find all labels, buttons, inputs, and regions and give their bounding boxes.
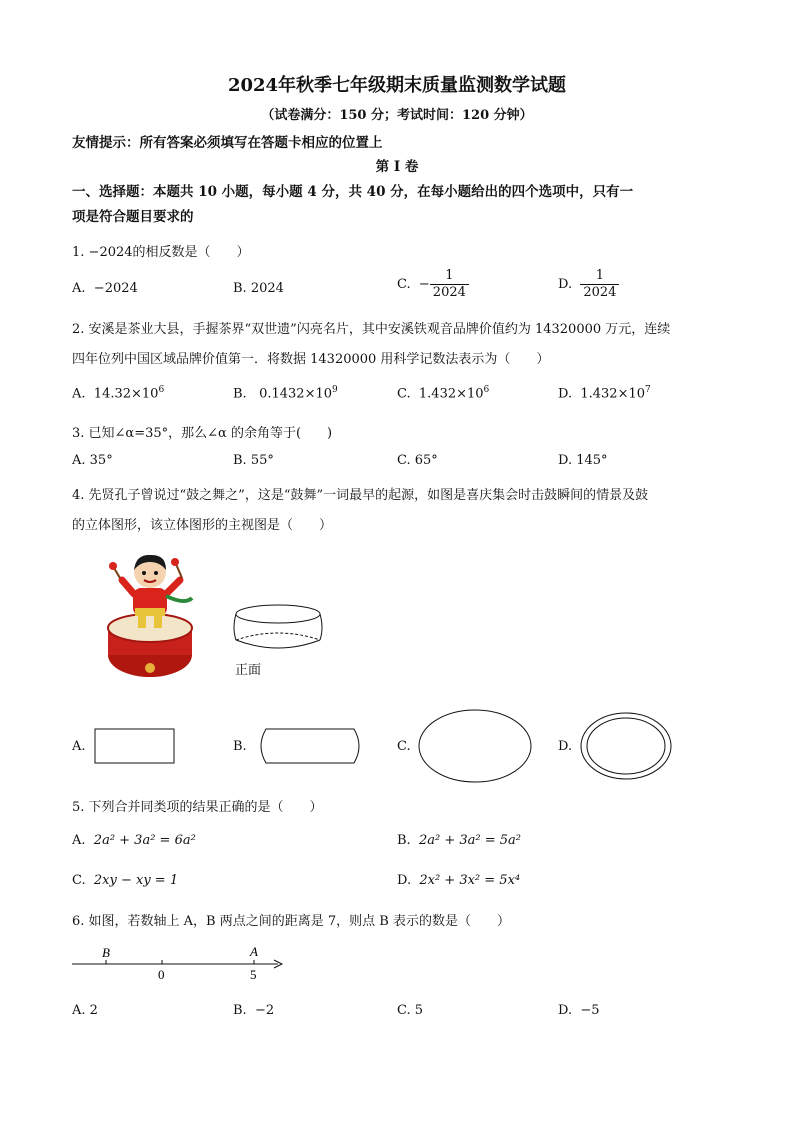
q1-a-label: A. xyxy=(72,281,86,296)
q4-option-b-barrel xyxy=(254,726,366,766)
q1-a-value: −2024 xyxy=(93,281,138,296)
q1-c-fraction xyxy=(430,268,469,301)
q2-option-b xyxy=(233,385,338,401)
question-1 xyxy=(72,241,250,260)
drum-player-illustration xyxy=(100,550,200,680)
q2-option-c xyxy=(397,385,489,401)
question-4-line2: 的立体图形，该立体图形的主视图是（ ） xyxy=(72,518,333,533)
number-line xyxy=(68,940,288,985)
q5-a-value: 2a² + 3a² = 6a² xyxy=(93,833,196,848)
q1-d-label: D. xyxy=(558,277,573,292)
front-label: 正面 xyxy=(235,662,262,677)
q6-d-label: D. xyxy=(558,1003,573,1018)
q1-option-b xyxy=(233,281,284,296)
q1-d-fraction xyxy=(580,268,619,301)
q4-option-b-label: B. xyxy=(233,739,247,754)
q2-c-label: C. xyxy=(397,386,411,402)
q2-option-d xyxy=(558,385,651,401)
q6-b-label: B. xyxy=(233,1003,247,1018)
question-4-line1: 4. 先贤孔子曾说过“鼓之舞之”，这是“鼓舞”一词最早的起源，如图是喜庆集会时击鼓瞬间的情景及鼓 xyxy=(72,488,649,503)
q2-a-base: 14.32×10 xyxy=(93,386,159,402)
q1-c-numerator: 1 xyxy=(430,268,469,285)
question-2-line1: 2. 安溪是茶业大县，手握茶界“双世遗”闪亮名片，其中安溪铁观音品牌价值约为 14320000 万元，连续 xyxy=(72,322,671,337)
q4-option-a-label: A. xyxy=(72,739,86,754)
q6-option-a: A. 2 xyxy=(72,1003,98,1018)
q2-d-label: D. xyxy=(558,386,573,402)
q1-d-numerator: 1 xyxy=(580,268,619,285)
q2-b-base: 0.1432×10 xyxy=(259,386,333,402)
q5-d-value: 2x² + 3x² = 5x⁴ xyxy=(419,873,521,888)
q3-option-d: D. 145° xyxy=(558,453,608,468)
q2-c-base: 1.432×10 xyxy=(418,386,484,402)
section-heading-line1: 一、选择题：本题共 10 小题，每小题 4 分，共 40 分，在每小题给出的四个选项中，只有一 xyxy=(72,184,634,200)
q2-d-base: 1.432×10 xyxy=(580,386,646,402)
q5-c-label: C. xyxy=(72,873,86,888)
q3-option-c: C. 65° xyxy=(397,453,438,468)
exam-subtitle: （试卷满分：150 分；考试时间：120 分钟） xyxy=(261,108,533,123)
q6-option-c: C. 5 xyxy=(397,1003,424,1018)
exam-title: 2024年秋季七年级期末质量监测数学试题 xyxy=(227,75,567,96)
q2-b-exponent: 9 xyxy=(332,385,338,395)
q2-b-label: B. xyxy=(233,386,247,402)
q1-c-label: C. xyxy=(397,277,411,292)
q5-d-label: D. xyxy=(397,873,412,888)
q1-c-sign: − xyxy=(418,277,430,292)
point-a-label: A xyxy=(250,944,258,959)
q1-number: 1. xyxy=(72,245,85,260)
q4-option-c-label: C. xyxy=(397,739,411,754)
question-2-line2: 四年位列中国区域品牌价值第一．将数据 14320000 用科学记数法表示为（ ） xyxy=(72,352,550,367)
q5-option-a xyxy=(72,833,196,848)
q5-option-d xyxy=(397,873,520,888)
q5-option-b xyxy=(397,833,521,848)
point-b-label: B xyxy=(102,945,110,960)
q6-d-value: −5 xyxy=(580,1003,600,1018)
q2-c-exponent: 6 xyxy=(483,385,490,395)
q4-option-c-ellipse xyxy=(414,706,536,786)
question-6: 6. 如图，若数轴上 A，B 两点之间的距离是 7，则点 B 表示的数是（ ） xyxy=(72,914,510,929)
q3-option-a: A. 35° xyxy=(72,453,113,468)
question-3: 3. 已知∠α=35°，那么∠α 的余角等于( ) xyxy=(72,426,333,441)
volume-label: 第 I 卷 xyxy=(375,159,419,175)
q4-option-a-rectangle xyxy=(92,726,178,766)
q1-c-denominator: 2024 xyxy=(432,285,466,300)
q5-a-label: A. xyxy=(72,833,86,848)
q5-c-value: 2xy − xy = 1 xyxy=(93,873,179,888)
q6-option-d xyxy=(558,1003,600,1018)
q5-option-c xyxy=(72,873,178,888)
q5-b-value: 2a² + 3a² = 5a² xyxy=(418,833,521,848)
q2-a-exponent: 6 xyxy=(158,385,165,395)
q6-b-value: −2 xyxy=(254,1003,275,1018)
question-5: 5. 下列合并同类项的结果正确的是（ ） xyxy=(72,800,323,815)
q2-option-a xyxy=(72,385,164,401)
section-heading-line2: 项是符合题目要求的 xyxy=(72,209,194,225)
q1-option-c xyxy=(397,268,469,301)
q1-d-denominator: 2024 xyxy=(583,285,617,300)
q1-text: 的相反数是（ ） xyxy=(132,245,250,260)
q3-option-b: B. 55° xyxy=(233,453,274,468)
q2-d-exponent: 7 xyxy=(645,385,651,395)
q1-b-value: 2024 xyxy=(250,281,284,296)
q4-option-d-label: D. xyxy=(558,739,573,754)
q1-expression: −2024 xyxy=(88,245,133,260)
q1-option-a xyxy=(72,281,138,296)
q1-option-d xyxy=(558,268,619,301)
friendly-hint: 友情提示：所有答案必须填写在答题卡相应的位置上 xyxy=(72,135,383,151)
tick-label-5: 5 xyxy=(250,967,257,982)
tick-label-0: 0 xyxy=(158,967,165,982)
q1-b-label: B. xyxy=(233,281,247,296)
q2-a-label: A. xyxy=(72,386,86,402)
q4-option-d-double-ellipse xyxy=(576,706,676,786)
q5-b-label: B. xyxy=(397,833,411,848)
q6-option-b xyxy=(233,1003,274,1018)
